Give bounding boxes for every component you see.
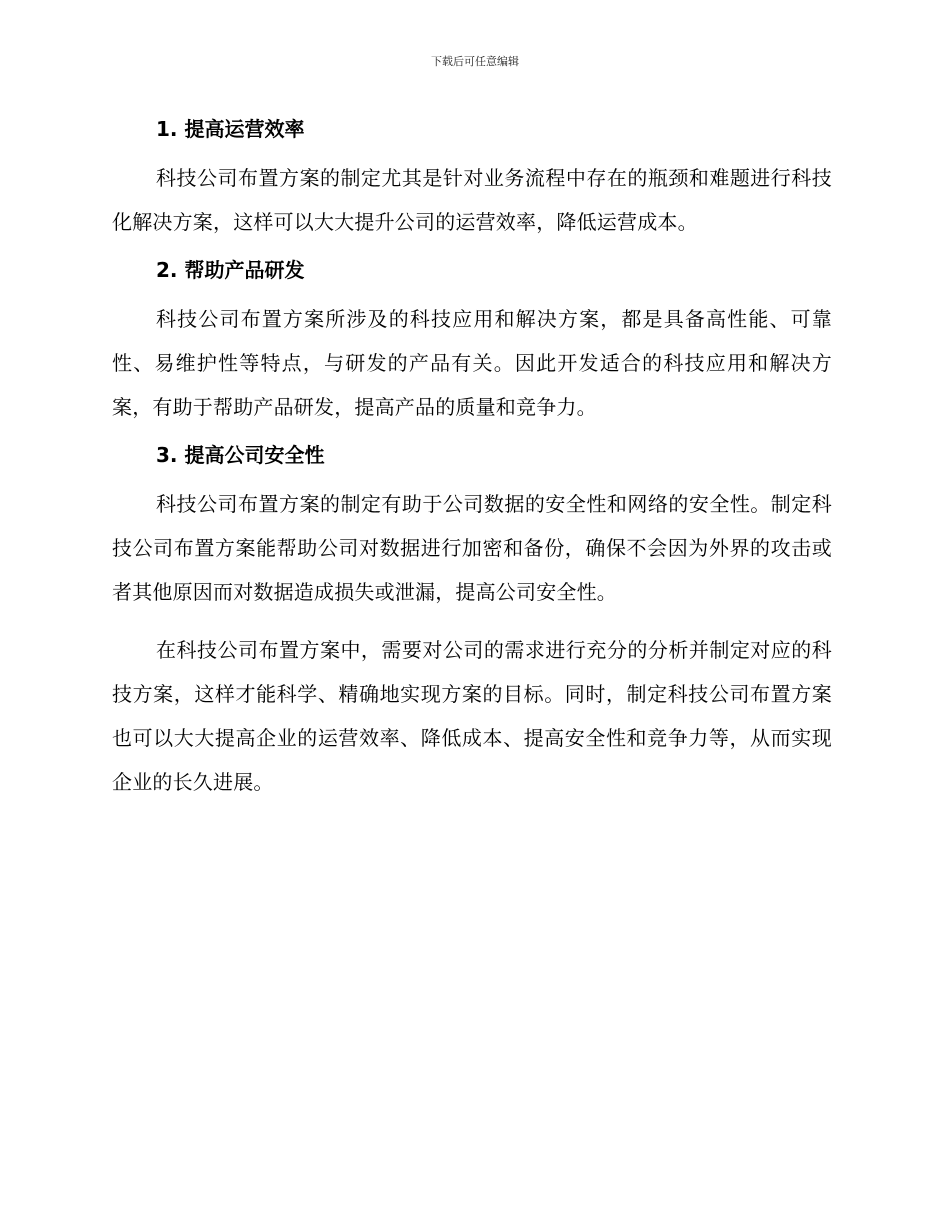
document-body xyxy=(112,114,832,804)
section-heading-product-rd: 2. 帮助产品研发 xyxy=(156,258,305,282)
section-heading-operational-efficiency: 1. 提高运营效率 xyxy=(156,117,305,141)
section-paragraph-security: 科技公司布置方案的制定有助于公司数据的安全性和网络的安全性。制定科技公司布置方案能帮助公司对数据进行加密和备份，确保不会因为外界的攻击或者其他原因而对数据造成损失或泄漏，提高公司安全性。 xyxy=(112,492,832,604)
page-header: 下载后可任意编辑 xyxy=(431,55,519,68)
section-paragraph-product-rd: 科技公司布置方案所涉及的科技应用和解决方案，都是具备高性能、可靠性、易维护性等特点，与研发的产品有关。因此开发适合的科技应用和解决方案，有助于帮助产品研发，提高产品的质量和竞争力。 xyxy=(112,307,832,419)
section-paragraph-operational-efficiency: 科技公司布置方案的制定尤其是针对业务流程中存在的瓶颈和难题进行科技化解决方案，这样可以大大提升公司的运营效率，降低运营成本。 xyxy=(112,166,832,234)
conclusion-paragraph: 在科技公司布置方案中，需要对公司的需求进行充分的分析并制定对应的科技方案，这样才能科学、精确地实现方案的目标。同时，制定科技公司布置方案也可以大大提高企业的运营效率、降低成本、提高安全性和竞争力等，从而实现企业的长久进展。 xyxy=(112,638,832,794)
section-heading-security: 3. 提高公司安全性 xyxy=(156,443,325,467)
